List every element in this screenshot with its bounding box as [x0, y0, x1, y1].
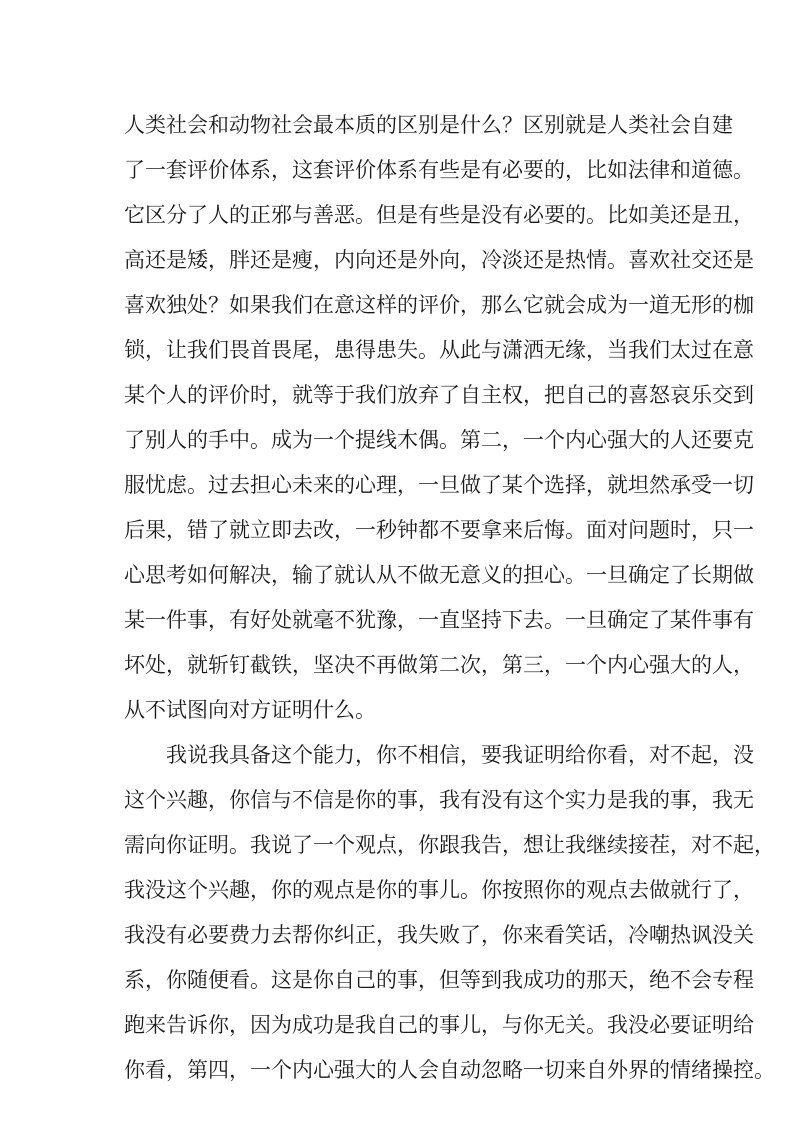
text-line: 这个兴趣，你信与不信是你的事，我有没有这个实力是我的事，我无 — [124, 788, 754, 812]
text-line: 我没有必要费力去帮你纠正，我失败了，你来看笑话，冷嘲热讽没关 — [124, 923, 754, 947]
text-line: 锁，让我们畏首畏尾，患得患失。从此与潇洒无缘，当我们太过在意 — [124, 338, 754, 362]
document-body — [124, 103, 775, 1093]
text-line: 从不试图向对方证明什么。 — [124, 698, 376, 722]
paragraph-1 — [124, 103, 754, 733]
text-line: 你看，第四，一个内心强大的人会自动忽略一切来自外界的情绪操控。 — [124, 1058, 775, 1082]
text-line: 了别人的手中。成为一个提线木偶。第二，一个内心强大的人还要克 — [124, 428, 754, 452]
text-line: 我没这个兴趣，你的观点是你的事儿。你按照你的观点去做就行了， — [124, 878, 754, 902]
text-line: 我说我具备这个能力，你不相信，要我证明给你看，对不起，没 — [166, 743, 754, 767]
text-line: 后果，错了就立即去改，一秒钟都不要拿来后悔。面对问题时，只一 — [124, 518, 754, 542]
text-line: 需向你证明。我说了一个观点，你跟我告，想让我继续接茬，对不起， — [124, 833, 775, 857]
text-line: 喜欢独处？如果我们在意这样的评价，那么它就会成为一道无形的枷 — [124, 293, 754, 317]
text-line: 了一套评价体系，这套评价体系有些是有必要的，比如法律和道德。 — [124, 158, 754, 182]
text-line: 高还是矮，胖还是瘦，内向还是外向，冷淡还是热情。喜欢社交还是 — [124, 248, 754, 272]
text-line: 跑来告诉你，因为成功是我自己的事儿，与你无关。我没必要证明给 — [124, 1013, 754, 1037]
text-line: 人类社会和动物社会最本质的区别是什么？区别就是人类社会自建 — [124, 113, 733, 137]
paragraph-2 — [124, 733, 775, 1093]
text-line: 某个人的评价时，就等于我们放弃了自主权，把自己的喜怒哀乐交到 — [124, 383, 754, 407]
text-line: 它区分了人的正邪与善恶。但是有些是没有必要的。比如美还是丑， — [124, 203, 754, 227]
text-line: 某一件事，有好处就毫不犹豫，一直坚持下去。一旦确定了某件事有 — [124, 608, 754, 632]
text-line: 系，你随便看。这是你自己的事，但等到我成功的那天，绝不会专程 — [124, 968, 754, 992]
text-line: 心思考如何解决，输了就认从不做无意义的担心。一旦确定了长期做 — [124, 563, 754, 587]
text-line: 坏处，就斩钉截铁，坚决不再做第二次，第三，一个内心强大的人， — [124, 653, 754, 677]
text-line: 服忧虑。过去担心未来的心理，一旦做了某个选择，就坦然承受一切 — [124, 473, 754, 497]
